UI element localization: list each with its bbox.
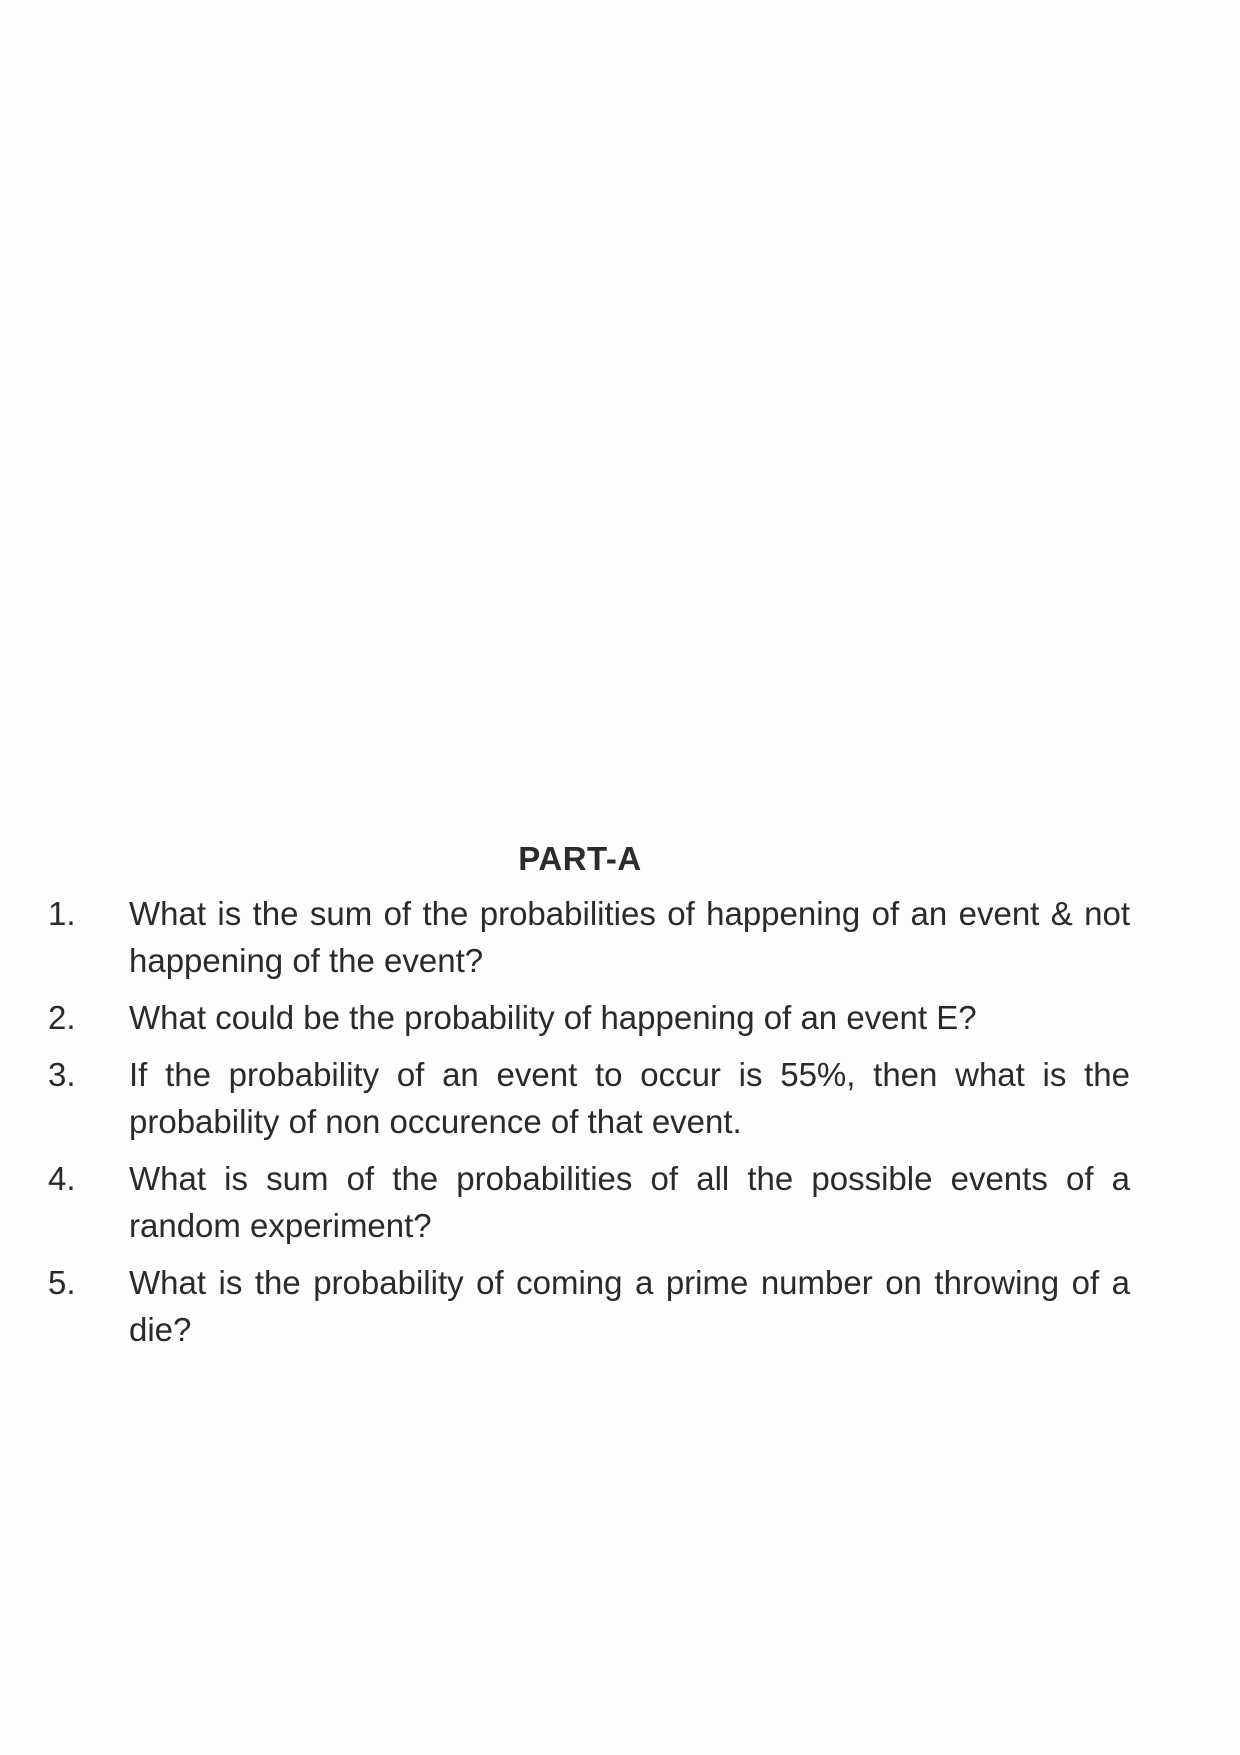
question-text: What is the probability of coming a prime number on throwing of a die? [129,1264,1130,1348]
question-number: 4. [48,1160,76,1197]
question-text: What could be the probability of happening of an event E? [129,999,977,1036]
question-number: 5. [48,1264,76,1301]
section-heading: PART-A [518,840,642,877]
question-text: If the probability of an event to occur is 55%, then what is the probability of non occurence of that event. [129,1056,1130,1140]
question-number: 1. [48,895,76,932]
question-item [48,994,1130,1041]
question-item [48,1155,1130,1249]
question-number: 2. [48,999,76,1036]
question-text: What is the sum of the probabilities of happening of an event & not happening of the event? [129,895,1130,979]
question-list [48,890,1130,1363]
question-text: What is sum of the probabilities of all the possible events of a random experiment? [129,1160,1130,1244]
question-item [48,890,1130,984]
question-item [48,1259,1130,1353]
question-number: 3. [48,1056,76,1093]
question-item [48,1051,1130,1145]
